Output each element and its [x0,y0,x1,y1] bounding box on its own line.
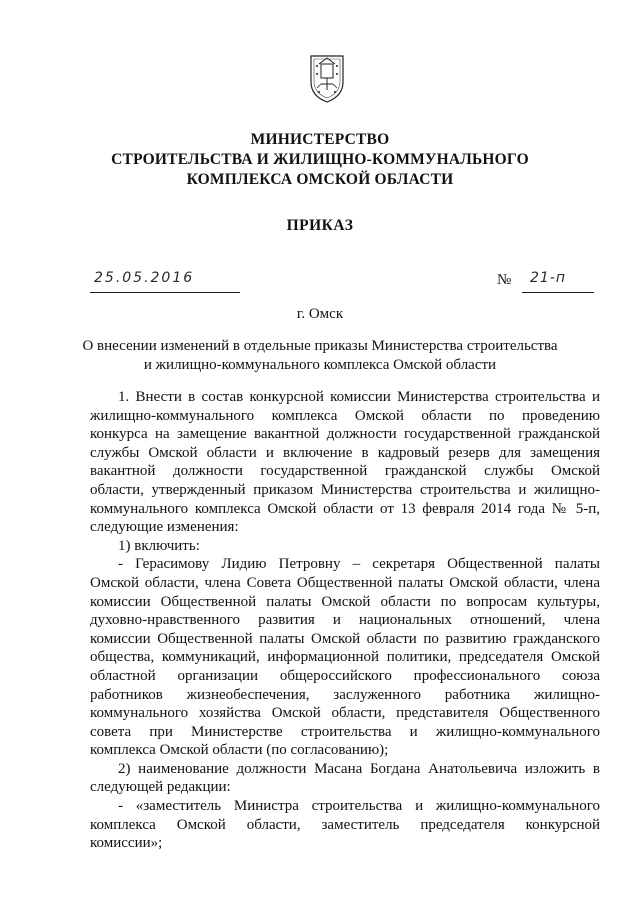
body-line: конкурса на замещение вакантной должности государственной гражданской [90,426,600,443]
number-label: № [497,272,512,288]
subject-line-1: О внесении изменений в отдельные приказы Министерства строительства [82,338,558,354]
body-line: 2) наименование должности Масана Богдана Анатольевича изложить в [118,760,600,777]
body-line: коммунального комплекса Омской области от 13 февраля 2014 года № 5-п, [90,500,600,517]
ministry-header [0,130,640,190]
body-line: вакантной должности государственной гражданской службы Омской [90,463,600,480]
header-line-2: СТРОИТЕЛЬСТВА И ЖИЛИЩНО-КОММУНАЛЬНОГО [111,151,529,168]
date-field [90,270,240,293]
body-line: духовно-нравственного развития и национальных отношений, члена [90,612,600,629]
body-line: следующие изменения: [90,519,239,536]
body-line: следующей редакции: [90,779,231,796]
body-line: жилищно-коммунального комплекса Омской области по проведению [90,407,600,424]
body-line: службы Омской области и включение в кадровый резерв для замещения [90,444,600,461]
body-line: коммунального хозяйства Омской области, представителя Общественного [90,705,600,722]
handwritten-date: 25.05.2016 [94,270,195,286]
body-line: 1. Внести в состав конкурсной комиссии Министерства строительства и [118,389,600,405]
body-line: комплекса Омской области, заместитель председателя конкурсной [90,816,600,833]
omsk-region-coat-of-arms-icon [307,52,347,104]
order-body-text [90,388,600,853]
body-line: области, утвержденный приказом Министерства строительства и жилищно- [90,481,600,498]
body-line: совета при Министерстве строительства и жилищно-коммунального [90,723,600,740]
document-type-title: ПРИКАЗ [286,217,354,234]
body-line: 1) включить: [118,537,200,554]
body-line: комиссии»; [90,835,163,852]
body-line: Омской области, члена Совета Общественной палаты Омской области, члена [90,574,600,591]
number-field [522,270,594,293]
order-subject [0,337,640,375]
header-line-3: КОМПЛЕКСА ОМСКОЙ ОБЛАСТИ [186,171,454,188]
body-line: - «заместитель Министра строительства и жилищно-коммунального [118,798,600,815]
body-line: комплекса Омской области (по согласованию); [90,742,389,759]
handwritten-number: 21-п [530,270,567,286]
subject-line-2: и жилищно-коммунального комплекса Омской области [143,357,497,373]
body-line: комиссии Общественной палаты Омской области по вопросам культуры, [90,593,600,610]
body-line: областной организации общероссийского профессионального союза [90,667,600,684]
city-label: г. Омск [296,306,344,322]
header-line-1: МИНИСТЕРСТВО [250,131,390,148]
body-line: общества, коммуникаций, информационной политики, председателя Омской [90,649,600,666]
body-line: комиссии Общественной палаты Омской области по развитию гражданского [90,630,600,647]
body-line: - Герасимову Лидию Петровну – секретаря Общественной палаты [118,556,600,573]
body-line: работников жизнеобеспечения, заслуженного работника жилищно- [90,686,600,703]
